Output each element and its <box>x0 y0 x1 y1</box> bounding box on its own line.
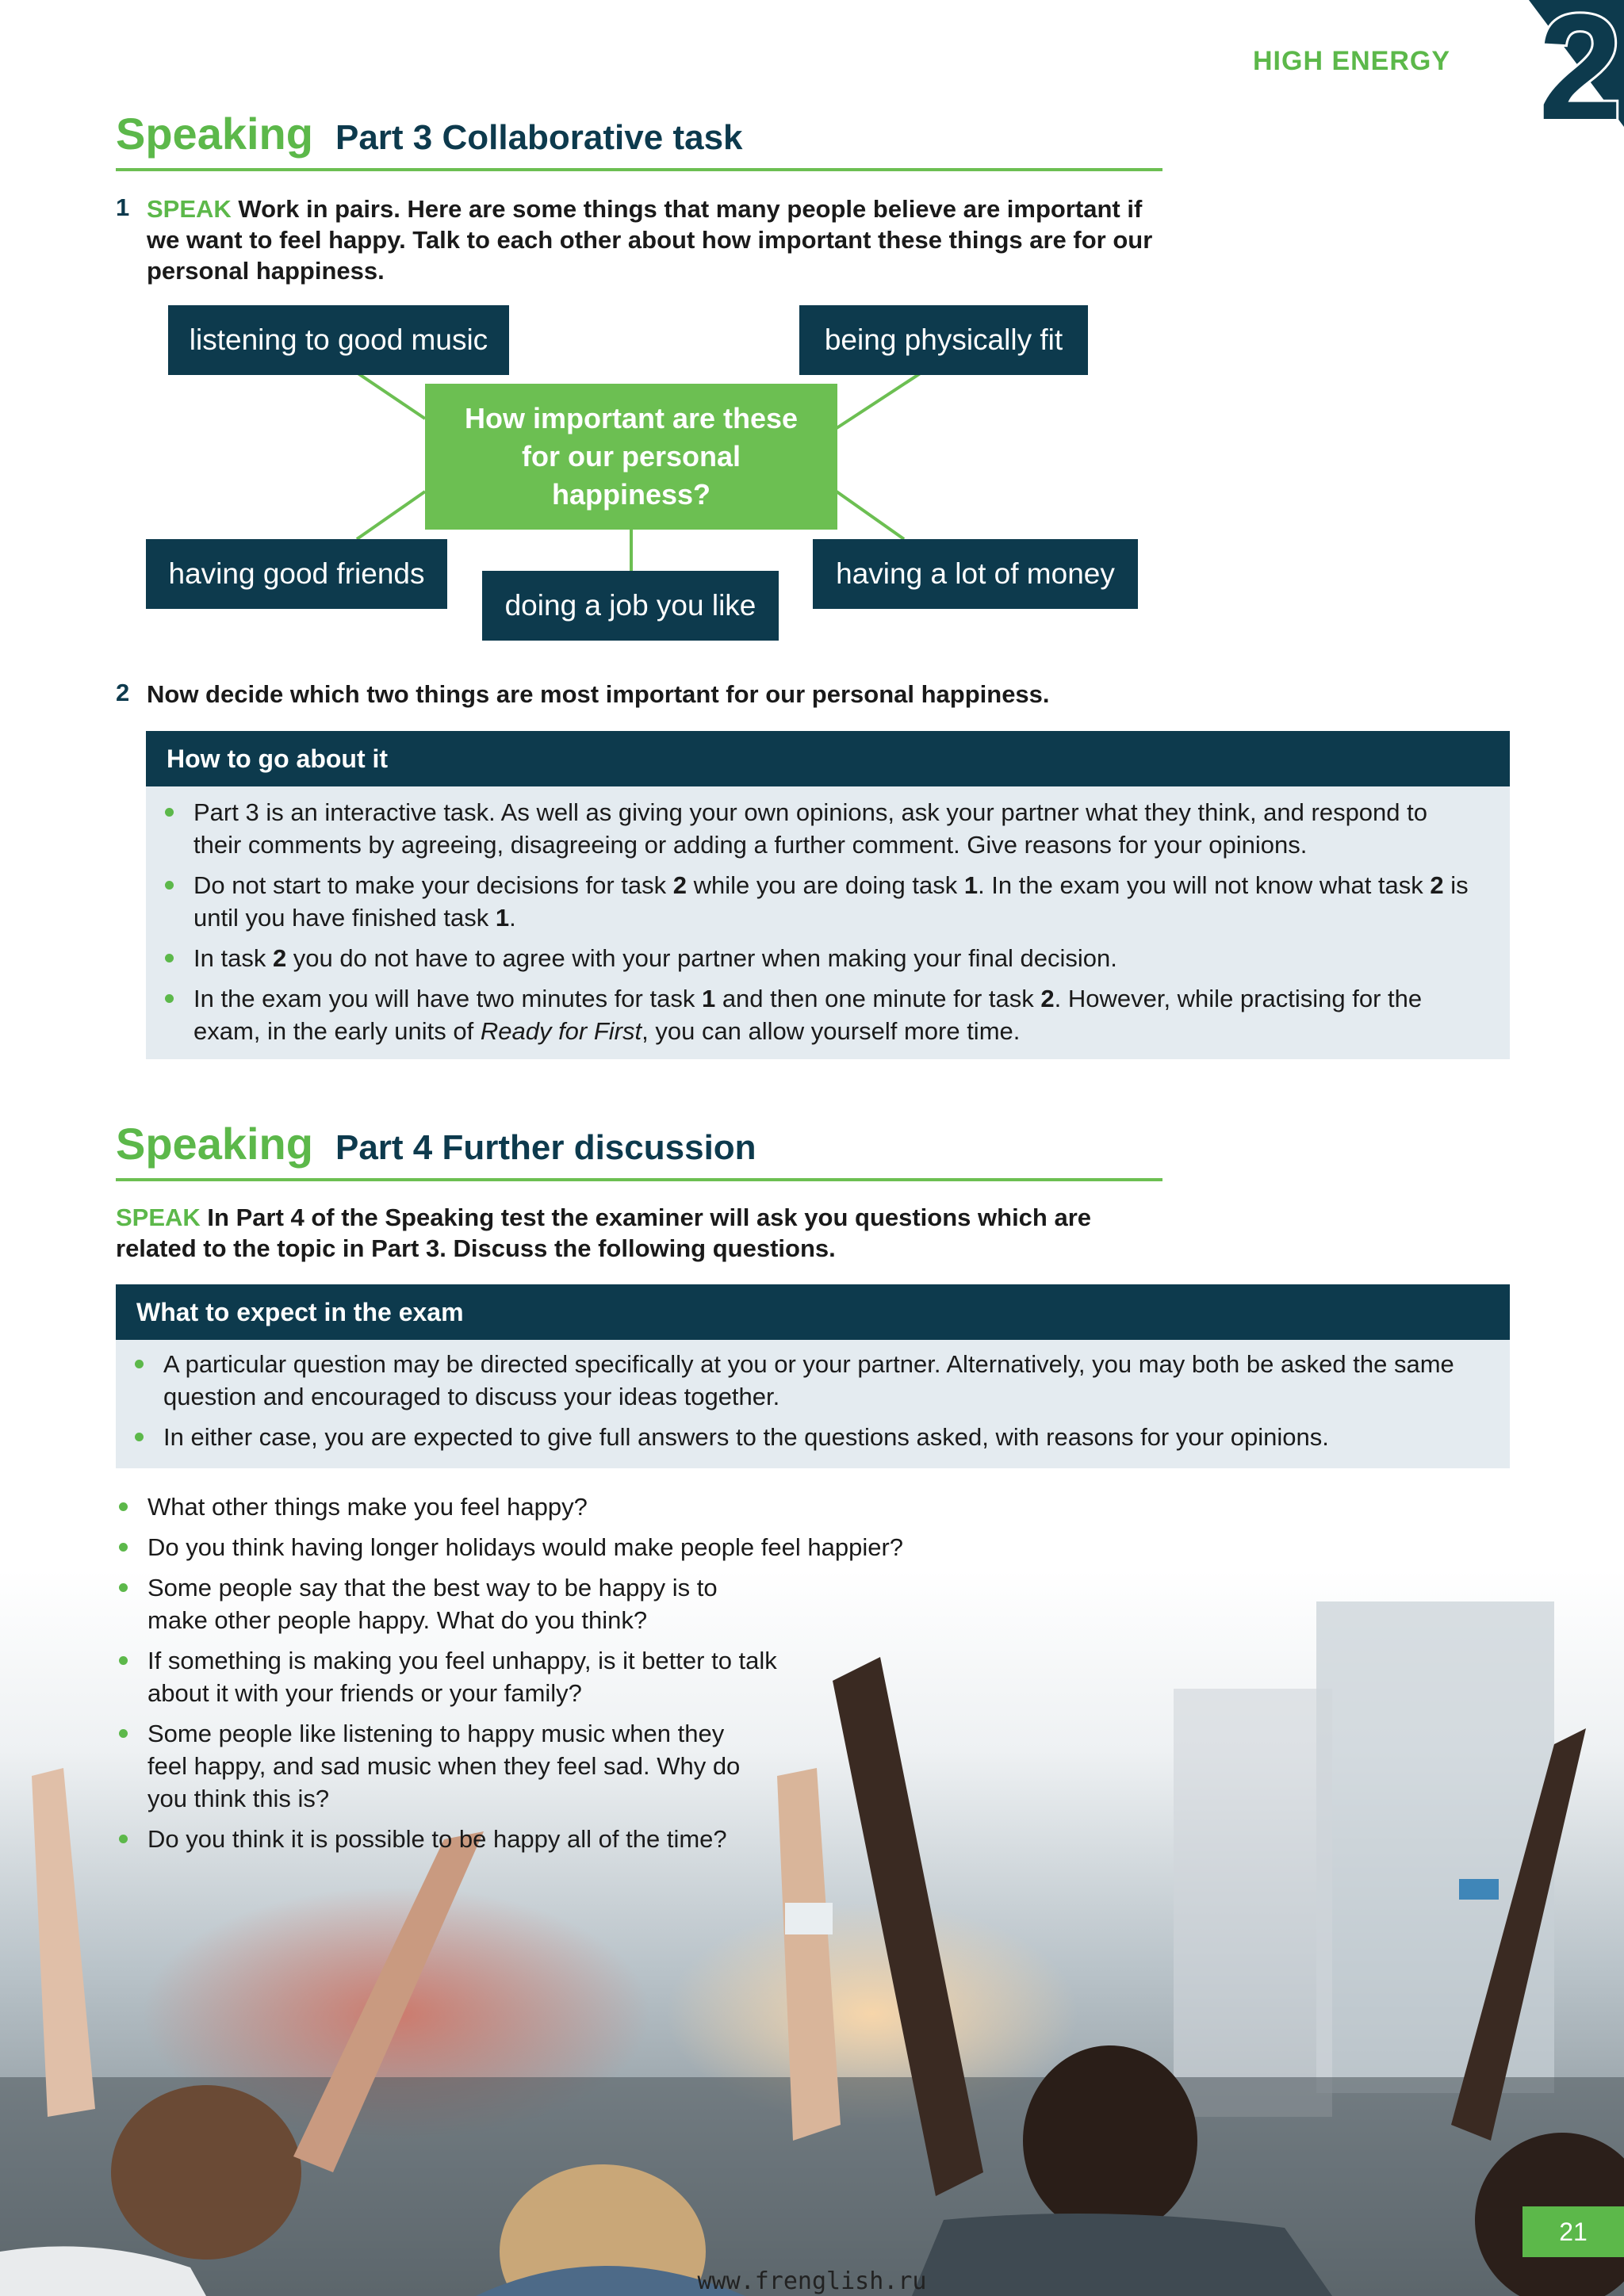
speak-label: SPEAK <box>116 1203 201 1231</box>
discussion-question: Do you think having longer holidays would make people feel happier? <box>116 1531 1028 1563</box>
watermark: www.frenglish.ru <box>697 2267 927 2295</box>
part3-rule <box>116 168 1162 171</box>
part4-title-subtitle: Part 4 Further discussion <box>335 1128 756 1167</box>
tips-box-heading: How to go about it <box>146 731 1510 786</box>
expect-box-heading: What to expect in the exam <box>116 1284 1510 1340</box>
tips-box <box>146 786 1510 1059</box>
question-1-number: 1 <box>116 193 130 221</box>
discussion-question: Some people say that the best way to be happy is to make other people happy. What do you think? <box>116 1571 750 1636</box>
expect-list <box>132 1348 1478 1453</box>
tips-list <box>162 796 1478 1047</box>
part3-title-speaking: Speaking <box>116 109 313 159</box>
question-1-body: Work in pairs. Here are some things that many people believe are important if we want to feel happy. Talk to each other about how important these things are for our personal happiness. <box>147 195 1153 285</box>
mindmap-center: How important are these for our personal happiness? <box>425 384 837 530</box>
discussion-question: Some people like listening to happy music when they feel happy, and sad music when they feel sad. Why do you think this is? <box>116 1717 750 1815</box>
mindmap-node-money: having a lot of money <box>813 539 1138 609</box>
tip-item: Part 3 is an interactive task. As well as giving your own opinions, ask your partner what they think, and respond to their comments by agreeing, disagreeing or adding a further comment. Give reasons for your opinions. <box>162 796 1478 861</box>
part3-heading <box>116 108 743 159</box>
discussion-questions <box>116 1490 1028 1863</box>
mindmap-node-fitness: being physically fit <box>799 305 1088 375</box>
mindmap-node-music: listening to good music <box>168 305 509 375</box>
question-2-text: Now decide which two things are most important for our personal happiness. <box>147 680 1050 708</box>
part4-intro <box>116 1202 1170 1264</box>
part4-title-speaking: Speaking <box>116 1119 313 1169</box>
discussion-question: What other things make you feel happy? <box>116 1490 1028 1523</box>
expect-item: In either case, you are expected to give full answers to the questions asked, with reasons for your opinions. <box>132 1421 1478 1453</box>
unit-number: 2 <box>1538 0 1622 127</box>
unit-title: HIGH ENERGY <box>1253 46 1451 76</box>
expect-box <box>116 1340 1510 1468</box>
question-1-text <box>147 193 1170 286</box>
part3-title-subtitle: Part 3 Collaborative task <box>335 118 743 157</box>
part4-intro-body: In Part 4 of the Speaking test the examiner will ask you questions which are related to the topic in Part 3. Discuss the following questions. <box>116 1203 1092 1262</box>
mindmap-node-job: doing a job you like <box>482 571 779 641</box>
tip-item: In task 2 you do not have to agree with your partner when making your final decision. <box>162 942 1478 974</box>
mindmap-node-friends: having good friends <box>146 539 447 609</box>
tip-item: In the exam you will have two minutes for task 1 and then one minute for task 2. However, while practising for the exam, in the early units of Ready for First, you can allow yourself more time. <box>162 982 1478 1047</box>
speak-label: SPEAK <box>147 195 232 223</box>
question-2-number: 2 <box>116 679 130 706</box>
part4-rule <box>116 1178 1162 1181</box>
part4-heading <box>116 1118 756 1169</box>
unit-number-badge <box>1481 0 1624 127</box>
expect-item: A particular question may be directed specifically at you or your partner. Alternatively, you may both be asked the same question and encouraged to discuss your ideas together. <box>132 1348 1478 1413</box>
discussion-question: Do you think it is possible to be happy all of the time? <box>116 1823 1028 1855</box>
tip-item: Do not start to make your decisions for task 2 while you are doing task 1. In the exam you will not know what task 2 is until you have finished task 1. <box>162 869 1478 934</box>
discussion-question: If something is making you feel unhappy, is it better to talk about it with your friends or your family? <box>116 1644 782 1709</box>
page-number: 21 <box>1522 2206 1624 2257</box>
